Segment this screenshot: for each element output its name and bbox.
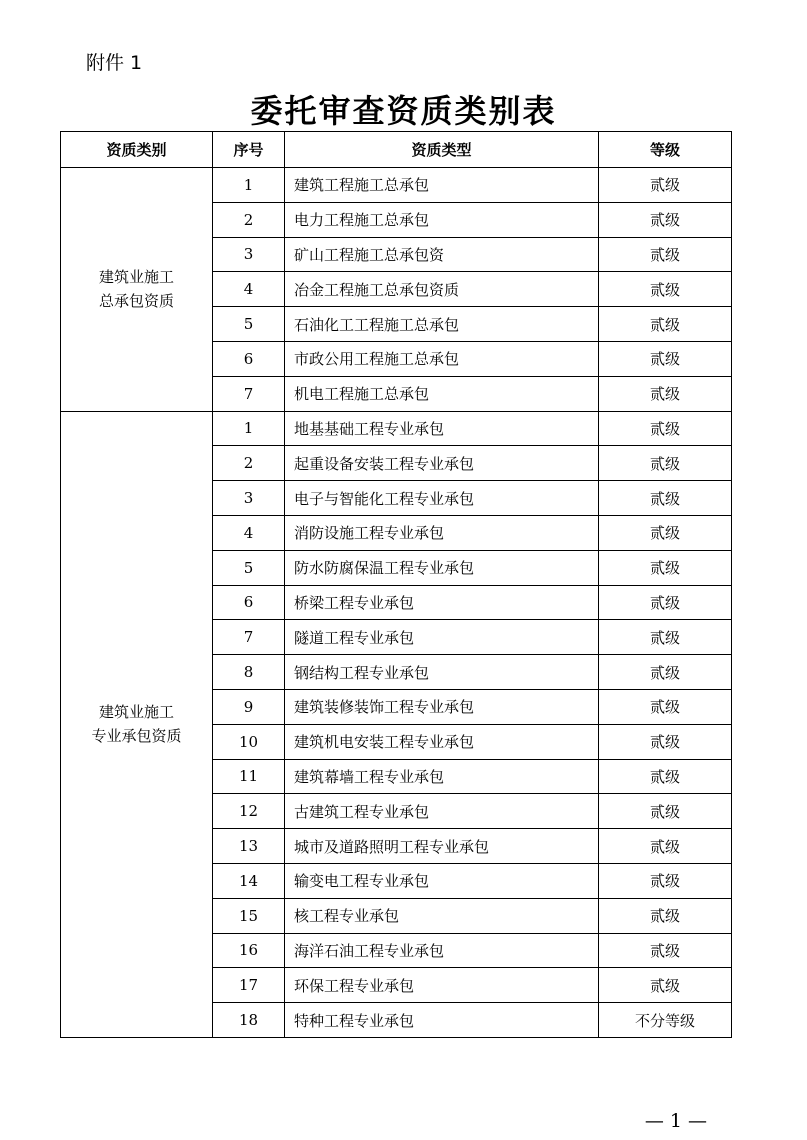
attachment-label: 附件 1 bbox=[86, 52, 143, 74]
number-cell: 7 bbox=[213, 376, 285, 411]
type-cell: 电力工程施工总承包 bbox=[285, 202, 599, 237]
grade-cell: 贰级 bbox=[599, 237, 732, 272]
type-cell: 地基基础工程专业承包 bbox=[285, 411, 599, 446]
number-cell: 1 bbox=[213, 168, 285, 203]
grade-cell: 贰级 bbox=[599, 307, 732, 342]
type-cell: 城市及道路照明工程专业承包 bbox=[285, 829, 599, 864]
category-cell bbox=[61, 168, 213, 412]
type-cell: 电子与智能化工程专业承包 bbox=[285, 481, 599, 516]
grade-cell: 贰级 bbox=[599, 655, 732, 690]
type-cell: 核工程专业承包 bbox=[285, 898, 599, 933]
type-cell: 建筑机电安装工程专业承包 bbox=[285, 724, 599, 759]
type-cell: 起重设备安装工程专业承包 bbox=[285, 446, 599, 481]
grade-cell: 贰级 bbox=[599, 689, 732, 724]
table-row bbox=[61, 168, 732, 203]
number-cell: 14 bbox=[213, 863, 285, 898]
grade-cell: 贰级 bbox=[599, 481, 732, 516]
grade-cell: 贰级 bbox=[599, 550, 732, 585]
type-cell: 隧道工程专业承包 bbox=[285, 620, 599, 655]
table-body bbox=[61, 168, 732, 1038]
number-cell: 3 bbox=[213, 481, 285, 516]
number-cell: 18 bbox=[213, 1003, 285, 1038]
grade-cell: 贰级 bbox=[599, 202, 732, 237]
grade-cell: 贰级 bbox=[599, 829, 732, 864]
grade-cell: 贰级 bbox=[599, 446, 732, 481]
number-cell: 5 bbox=[213, 307, 285, 342]
table-row bbox=[61, 411, 732, 446]
category-cell bbox=[61, 411, 213, 1037]
type-cell: 输变电工程专业承包 bbox=[285, 863, 599, 898]
grade-cell: 贰级 bbox=[599, 585, 732, 620]
type-cell: 特种工程专业承包 bbox=[285, 1003, 599, 1038]
document-title: 委托审查资质类别表 bbox=[250, 92, 557, 130]
grade-cell: 贰级 bbox=[599, 168, 732, 203]
type-cell: 市政公用工程施工总承包 bbox=[285, 341, 599, 376]
number-cell: 11 bbox=[213, 759, 285, 794]
category-line: 建筑业施工 bbox=[98, 703, 174, 722]
grade-cell: 贰级 bbox=[599, 376, 732, 411]
type-cell: 消防设施工程专业承包 bbox=[285, 515, 599, 550]
category-line: 建筑业施工 bbox=[98, 268, 174, 287]
grade-cell: 贰级 bbox=[599, 863, 732, 898]
grade-cell: 贰级 bbox=[599, 968, 732, 1003]
header-type: 资质类型 bbox=[285, 132, 599, 168]
category-line: 总承包资质 bbox=[98, 292, 174, 311]
number-cell: 3 bbox=[213, 237, 285, 272]
type-cell: 环保工程专业承包 bbox=[285, 968, 599, 1003]
header-category: 资质类别 bbox=[61, 132, 213, 168]
type-cell: 矿山工程施工总承包资 bbox=[285, 237, 599, 272]
number-cell: 1 bbox=[213, 411, 285, 446]
number-cell: 9 bbox=[213, 689, 285, 724]
number-cell: 4 bbox=[213, 272, 285, 307]
number-cell: 17 bbox=[213, 968, 285, 1003]
number-cell: 8 bbox=[213, 655, 285, 690]
type-cell: 石油化工工程施工总承包 bbox=[285, 307, 599, 342]
grade-cell: 贰级 bbox=[599, 620, 732, 655]
grade-cell: 贰级 bbox=[599, 724, 732, 759]
number-cell: 6 bbox=[213, 585, 285, 620]
type-cell: 建筑幕墙工程专业承包 bbox=[285, 759, 599, 794]
grade-cell: 贰级 bbox=[599, 272, 732, 307]
number-cell: 6 bbox=[213, 341, 285, 376]
header-grade: 等级 bbox=[599, 132, 732, 168]
number-cell: 4 bbox=[213, 515, 285, 550]
number-cell: 7 bbox=[213, 620, 285, 655]
type-cell: 桥梁工程专业承包 bbox=[285, 585, 599, 620]
type-cell: 古建筑工程专业承包 bbox=[285, 794, 599, 829]
header-number: 序号 bbox=[213, 132, 285, 168]
number-cell: 2 bbox=[213, 202, 285, 237]
category-line: 专业承包资质 bbox=[91, 727, 182, 746]
grade-cell: 贰级 bbox=[599, 759, 732, 794]
grade-cell: 不分等级 bbox=[599, 1003, 732, 1038]
type-cell: 机电工程施工总承包 bbox=[285, 376, 599, 411]
number-cell: 15 bbox=[213, 898, 285, 933]
table-header-row bbox=[61, 132, 732, 168]
type-cell: 建筑装修装饰工程专业承包 bbox=[285, 689, 599, 724]
number-cell: 10 bbox=[213, 724, 285, 759]
page-number: — 1 — bbox=[644, 1110, 707, 1132]
number-cell: 2 bbox=[213, 446, 285, 481]
grade-cell: 贰级 bbox=[599, 515, 732, 550]
type-cell: 钢结构工程专业承包 bbox=[285, 655, 599, 690]
grade-cell: 贰级 bbox=[599, 933, 732, 968]
number-cell: 13 bbox=[213, 829, 285, 864]
number-cell: 12 bbox=[213, 794, 285, 829]
number-cell: 5 bbox=[213, 550, 285, 585]
grade-cell: 贰级 bbox=[599, 794, 732, 829]
type-cell: 冶金工程施工总承包资质 bbox=[285, 272, 599, 307]
type-cell: 建筑工程施工总承包 bbox=[285, 168, 599, 203]
grade-cell: 贰级 bbox=[599, 898, 732, 933]
type-cell: 防水防腐保温工程专业承包 bbox=[285, 550, 599, 585]
type-cell: 海洋石油工程专业承包 bbox=[285, 933, 599, 968]
number-cell: 16 bbox=[213, 933, 285, 968]
grade-cell: 贰级 bbox=[599, 411, 732, 446]
qualification-table bbox=[60, 131, 732, 1038]
grade-cell: 贰级 bbox=[599, 341, 732, 376]
